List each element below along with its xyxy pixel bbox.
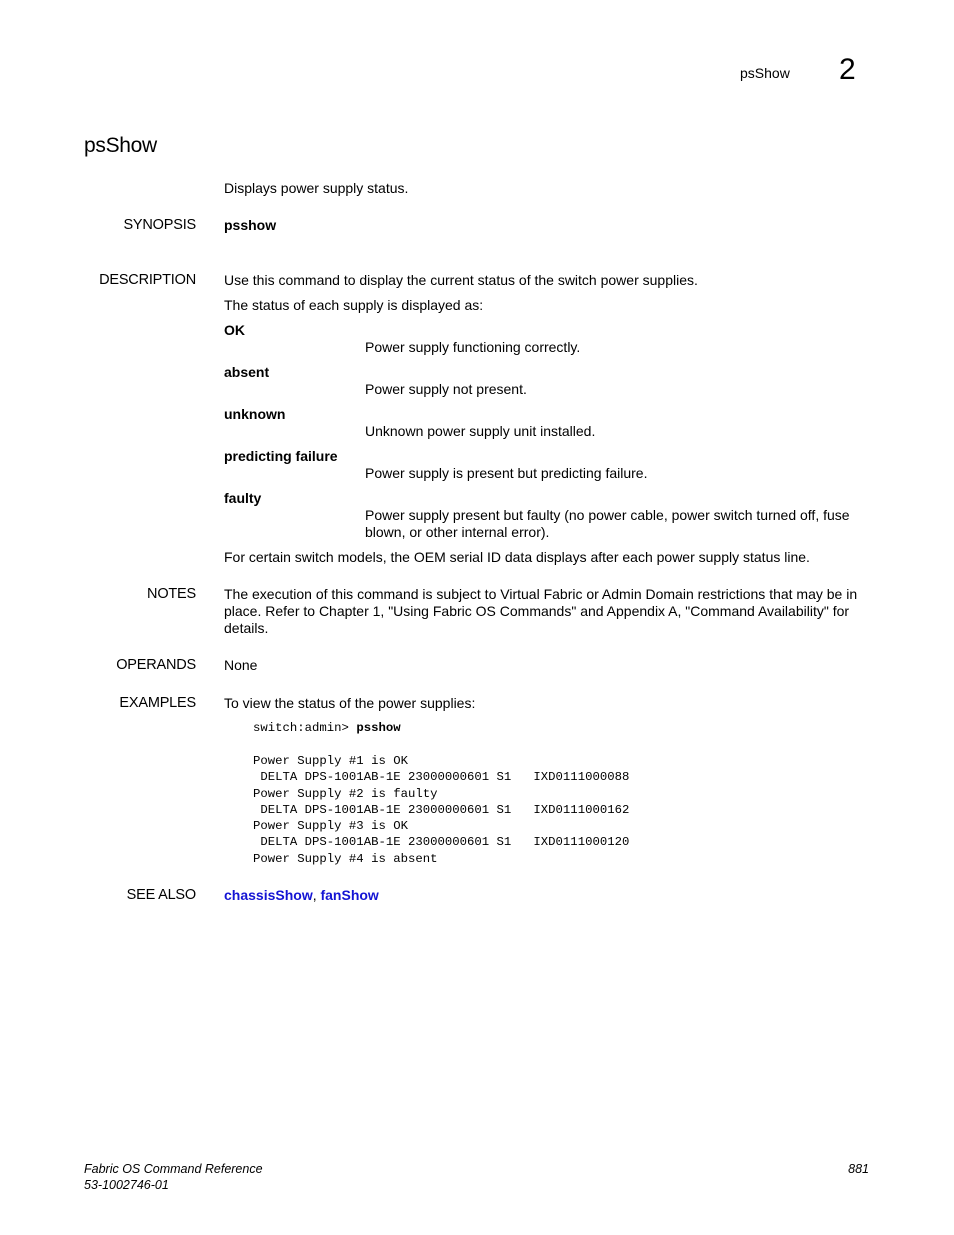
status-term: OK <box>224 322 245 338</box>
see-also-links <box>224 887 379 903</box>
examples-intro: To view the status of the power supplies: <box>224 695 476 711</box>
footer-doc-number: 53-1002746-01 <box>84 1178 169 1192</box>
operands-label: OPERANDS <box>116 657 196 673</box>
running-header-command: psShow <box>740 65 790 81</box>
status-term: faulty <box>224 490 262 506</box>
operands-text: None <box>224 657 258 673</box>
status-term: unknown <box>224 406 286 422</box>
oem-note: For certain switch models, the OEM serial ID data displays after each power supply status line. <box>224 549 810 565</box>
status-definition: Power supply present but faulty (no power cable, power switch turned off, fuse blown, or other internal error). <box>365 507 850 540</box>
description-label: DESCRIPTION <box>99 272 196 288</box>
description-intro: Use this command to display the current status of the switch power supplies. <box>224 272 698 288</box>
summary-text: Displays power supply status. <box>224 180 409 196</box>
see-also-separator: , <box>312 887 321 903</box>
example-output-line: Power Supply #4 is absent <box>253 851 438 866</box>
status-term: absent <box>224 364 270 380</box>
status-definition: Power supply functioning correctly. <box>365 339 581 355</box>
status-definition: Unknown power supply unit installed. <box>365 423 596 439</box>
example-output-line: Power Supply #2 is faulty <box>253 786 438 801</box>
notes-label: NOTES <box>147 586 196 602</box>
example-command: psshow <box>356 721 401 735</box>
notes-text: The execution of this command is subject to Virtual Fabric or Admin Domain restrictions that may be in place. Refer to Chapter 1, "Using Fabric OS Commands" and Appendix A, "Command Availability" for details. <box>224 586 858 636</box>
status-intro: The status of each supply is displayed as: <box>224 297 484 313</box>
see-also-label: SEE ALSO <box>126 887 196 903</box>
example-output-line: Power Supply #3 is OK <box>253 819 408 834</box>
page-title: psShow <box>84 134 157 157</box>
status-definition: Power supply not present. <box>365 381 527 397</box>
synopsis-command: psshow <box>224 217 277 233</box>
status-definition: Power supply is present but predicting failure. <box>365 465 648 481</box>
example-output <box>253 753 629 867</box>
footer-doc-title: Fabric OS Command Reference <box>84 1162 263 1176</box>
synopsis-label: SYNOPSIS <box>123 217 196 233</box>
example-output-line: DELTA DPS-1001AB-1E 23000000601 S1 IXD0111000088 <box>260 770 630 785</box>
status-term: predicting failure <box>224 448 338 464</box>
example-command-line <box>253 720 401 736</box>
examples-label: EXAMPLES <box>119 695 196 711</box>
example-prompt: switch:admin> <box>253 721 357 735</box>
example-output-line: DELTA DPS-1001AB-1E 23000000601 S1 IXD0111000120 <box>260 835 630 850</box>
example-output-line: DELTA DPS-1001AB-1E 23000000601 S1 IXD0111000162 <box>260 802 630 817</box>
example-output-line: Power Supply #1 is OK <box>253 754 408 768</box>
see-also-link-fanshow[interactable]: fanShow <box>320 887 379 903</box>
chapter-number: 2 <box>839 53 856 86</box>
see-also-link-chassisshow[interactable]: chassisShow <box>224 887 313 903</box>
footer-page-number: 881 <box>848 1162 869 1176</box>
